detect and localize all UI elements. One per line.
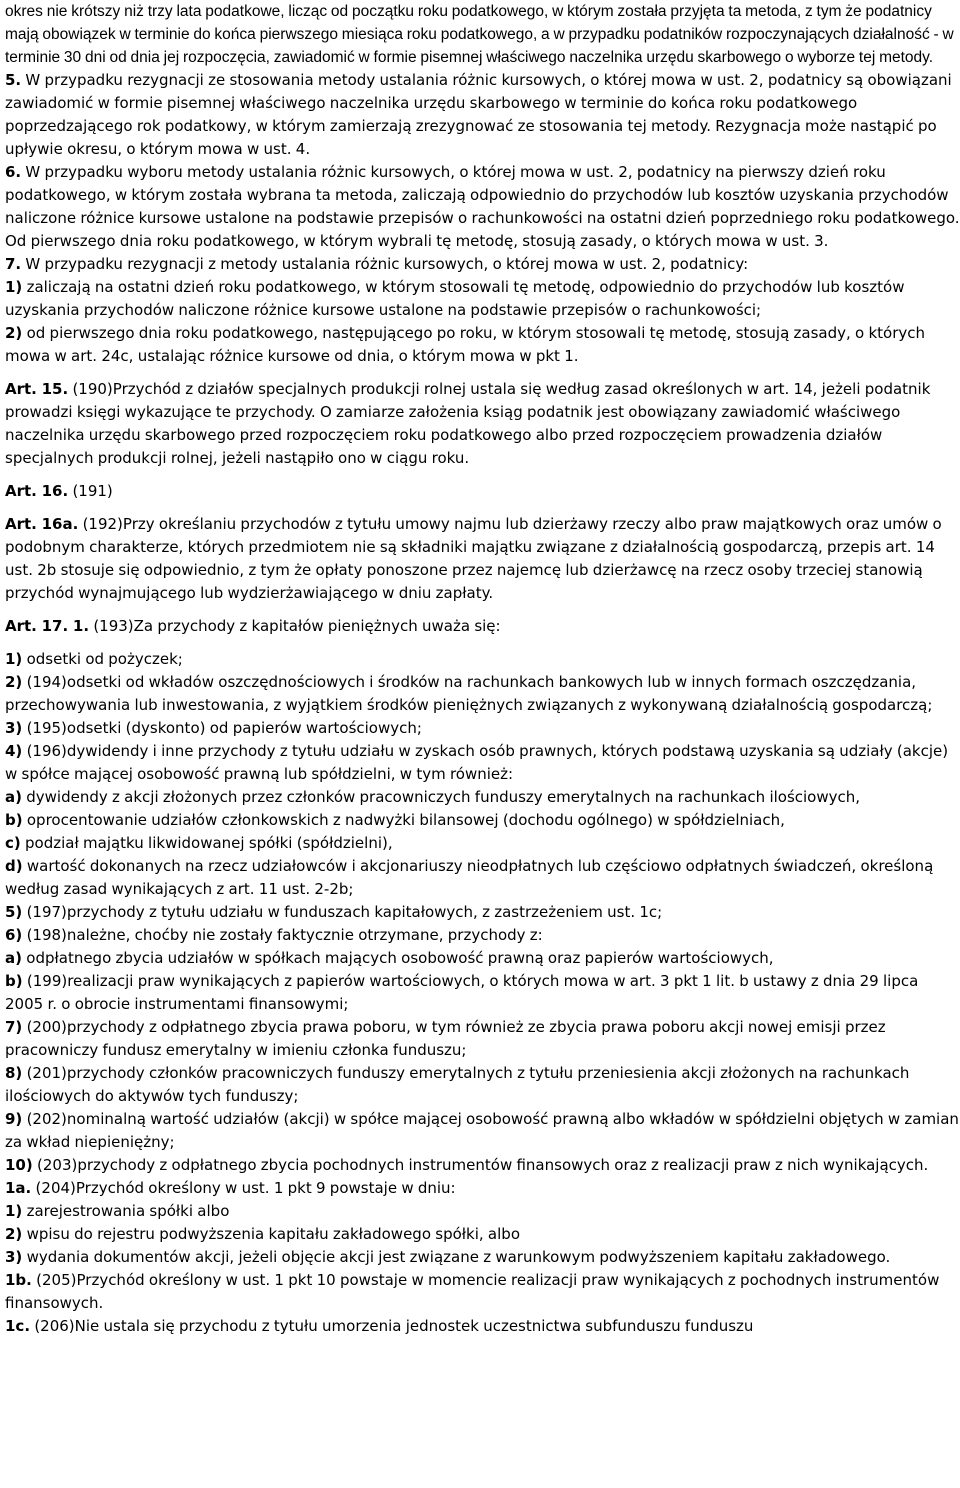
list-item-17-1-4c: c) podział majątku likwidowanej spółki (spółdzielni), [5, 834, 393, 852]
paragraph-ust-1c: 1c. (206)Nie ustala się przychodu z tytułu umorzenia jednostek uczestnictwa subfunduszu funduszu [5, 1317, 754, 1335]
list-item-17-1-10: 10) (203)przychody z odpłatnego zbycia pochodnych instrumentów finansowych oraz z realizacji praw z nich wynikających. [5, 1156, 929, 1174]
paragraph-ust-5: 5. W przypadku rezygnacji ze stosowania metody ustalania różnic kursowych, o której mowa w ust. 2, podatnicy są obowiązani zawiadomić w formie pisemnej właściwego naczelnika urzędu skarbowego w terminie do końca roku podatkowego poprzedzającego rok podatkowy, w którym zamierzają zrezygnować ze stosowania tej metody. Rezygnacja może nastąpić po upływie okresu, o którym mowa w ust. 4. [5, 71, 952, 158]
list-item-17-1-6a: a) odpłatnego zbycia udziałów w spółkach mających osobowość prawną oraz papierów wartościowych, [5, 949, 774, 967]
paragraph-ust-1a: 1a. (204)Przychód określony w ust. 1 pkt 9 powstaje w dniu: [5, 1179, 456, 1197]
list-item-1a-1: 1) zarejestrowania spółki albo [5, 1202, 230, 1220]
list-item-7-2: 2) od pierwszego dnia roku podatkowego, następującego po roku, w którym stosowali tę metodę, stosują zasady, o których mowa w art. 24c, ustalając różnice kursowe od dnia, o którym mowa w pkt 1. [5, 324, 926, 365]
list-item-17-1-4b: b) oprocentowanie udziałów członkowskich z nadwyżki bilansowej (dochodu ogólnego) w spółdzielniach, [5, 811, 785, 829]
article-16: Art. 16. (191) [5, 482, 113, 500]
paragraph-ust-7: 7. W przypadku rezygnacji z metody ustalania różnic kursowych, o której mowa w ust. 2, podatnicy: [5, 255, 749, 273]
list-item-1a-2: 2) wpisu do rejestru podwyższenia kapitału zakładowego spółki, albo [5, 1225, 520, 1243]
article-17-ust-1: Art. 17. 1. (193)Za przychody z kapitałów pieniężnych uważa się: [5, 617, 501, 635]
list-item-17-1-7: 7) (200)przychody z odpłatnego zbycia prawa poboru, w tym również ze zbycia prawa poboru akcji nowej emisji przez pracowniczy fundusz emerytalny w imieniu członka funduszu; [5, 1018, 886, 1059]
article-16a: Art. 16a. (192)Przy określaniu przychodów z tytułu umowy najmu lub dzierżawy rzeczy albo praw majątkowych oraz umów o podobnym charakterze, których przedmiotem nie są składniki majątku związane z działalnością gospodarczą, przepis art. 14 ust. 2b stosuje się odpowiednio, z tym że opłaty ponoszone przez najemcę lub dzierżawcę na rzecz osoby trzeciej stanowią przychód wynajmującego lub wydzierżawiającego w dniu zapłaty. [5, 515, 942, 602]
list-item-17-1-5: 5) (197)przychody z tytułu udziału w funduszach kapitałowych, z zastrzeżeniem ust. 1c; [5, 903, 663, 921]
list-item-17-1-8: 8) (201)przychody członków pracowniczych funduszy emerytalnych z tytułu przeniesienia akcji złożonych na rachunkach ilościowych do aktywów tych funduszy; [5, 1064, 910, 1105]
list-item-17-1-6b: b) (199)realizacji praw wynikających z papierów wartościowych, o których mowa w art. 3 pkt 1 lit. b ustawy z dnia 29 lipca 2005 r. o obrocie instrumentami finansowymi; [5, 972, 919, 1013]
list-item-17-1-2: 2) (194)odsetki od wkładów oszczędnościowych i środków na rachunkach bankowych lub w innych formach oszczędzania, przechowywania lub inwestowania, z wyjątkiem środków pieniężnych związanych z wykonywaną działalnością gospodarczą; [5, 673, 933, 714]
article-15: Art. 15. (190)Przychód z działów specjalnych produkcji rolnej ustala się według zasad określonych w art. 14, jeżeli podatnik prowadzi księgi wykazujące te przychody. O zamiarze założenia ksiąg podatnik jest obowiązany zawiadomić właściwego naczelnika urzędu skarbowego przed rozpoczęciem roku podatkowego albo przed rozpoczęciem prowadzenia działów specjalnych produkcji rolnej, jeżeli nastąpiło ono w ciągu roku. [5, 380, 931, 467]
paragraph-intro: okres nie krótszy niż trzy lata podatkowe, licząc od początku roku podatkowego, w którym została przyjęta ta metoda, z tym że podatnicy mają obowiązek w terminie do końca pierwszego miesiąca roku podatkowego, a w przypadku podatników rozpoczynających działalność - w terminie 30 dni od dnia jej rozpoczęcia, zawiadomić w formie pisemnej właściwego naczelnika urzędu skarbowego o wyborze tej metody. [5, 3, 954, 66]
list-item-17-1-4: 4) (196)dywidendy i inne przychody z tytułu udziału w zyskach osób prawnych, których podstawą uzyskania są udziały (akcje) w spółce mającej osobowość prawną lub spółdzielni, w tym również: [5, 742, 949, 783]
list-item-17-1-6: 6) (198)należne, choćby nie zostały faktycznie otrzymane, przychody z: [5, 926, 543, 944]
list-item-7-1: 1) zaliczają na ostatni dzień roku podatkowego, w którym stosowali tę metodę, odpowiednio do przychodów lub kosztów uzyskania przychodów naliczone różnice kursowe ustalone na podstawie przepisów o rachunkowości; [5, 278, 905, 319]
paragraph-ust-6: 6. W przypadku wyboru metody ustalania różnic kursowych, o której mowa w ust. 2, podatnicy na pierwszy dzień roku podatkowego, w którym została wybrana ta metoda, zaliczają odpowiednio do przychodów lub kosztów uzyskania przychodów naliczone różnice kursowe ustalone na podstawie przepisów o rachunkowości na ostatni dzień poprzedniego roku podatkowego. Od pierwszego dnia roku podatkowego, w którym wybrali tę metodę, stosują zasady, o których mowa w ust. 3. [5, 163, 960, 250]
list-item-1a-3: 3) wydania dokumentów akcji, jeżeli objęcie akcji jest związane z warunkowym podwyższeniem kapitału zakładowego. [5, 1248, 891, 1266]
paragraph-ust-1b: 1b. (205)Przychód określony w ust. 1 pkt 10 powstaje w momencie realizacji praw wynikających z pochodnych instrumentów finansowych. [5, 1271, 940, 1312]
list-item-17-1-4d: d) wartość dokonanych na rzecz udziałowców i akcjonariuszy nieodpłatnych lub częściowo odpłatnych świadczeń, określoną według zasad wynikających z art. 11 ust. 2-2b; [5, 857, 934, 898]
list-item-17-1-1: 1) odsetki od pożyczek; [5, 650, 183, 668]
list-item-17-1-3: 3) (195)odsetki (dyskonto) od papierów wartościowych; [5, 719, 422, 737]
list-item-17-1-4a: a) dywidendy z akcji złożonych przez członków pracowniczych funduszy emerytalnych na rachunkach ilościowych, [5, 788, 861, 806]
list-item-17-1-9: 9) (202)nominalną wartość udziałów (akcji) w spółce mającej osobowość prawną albo wkładów w spółdzielni objętych w zamian za wkład niepieniężny; [5, 1110, 959, 1151]
